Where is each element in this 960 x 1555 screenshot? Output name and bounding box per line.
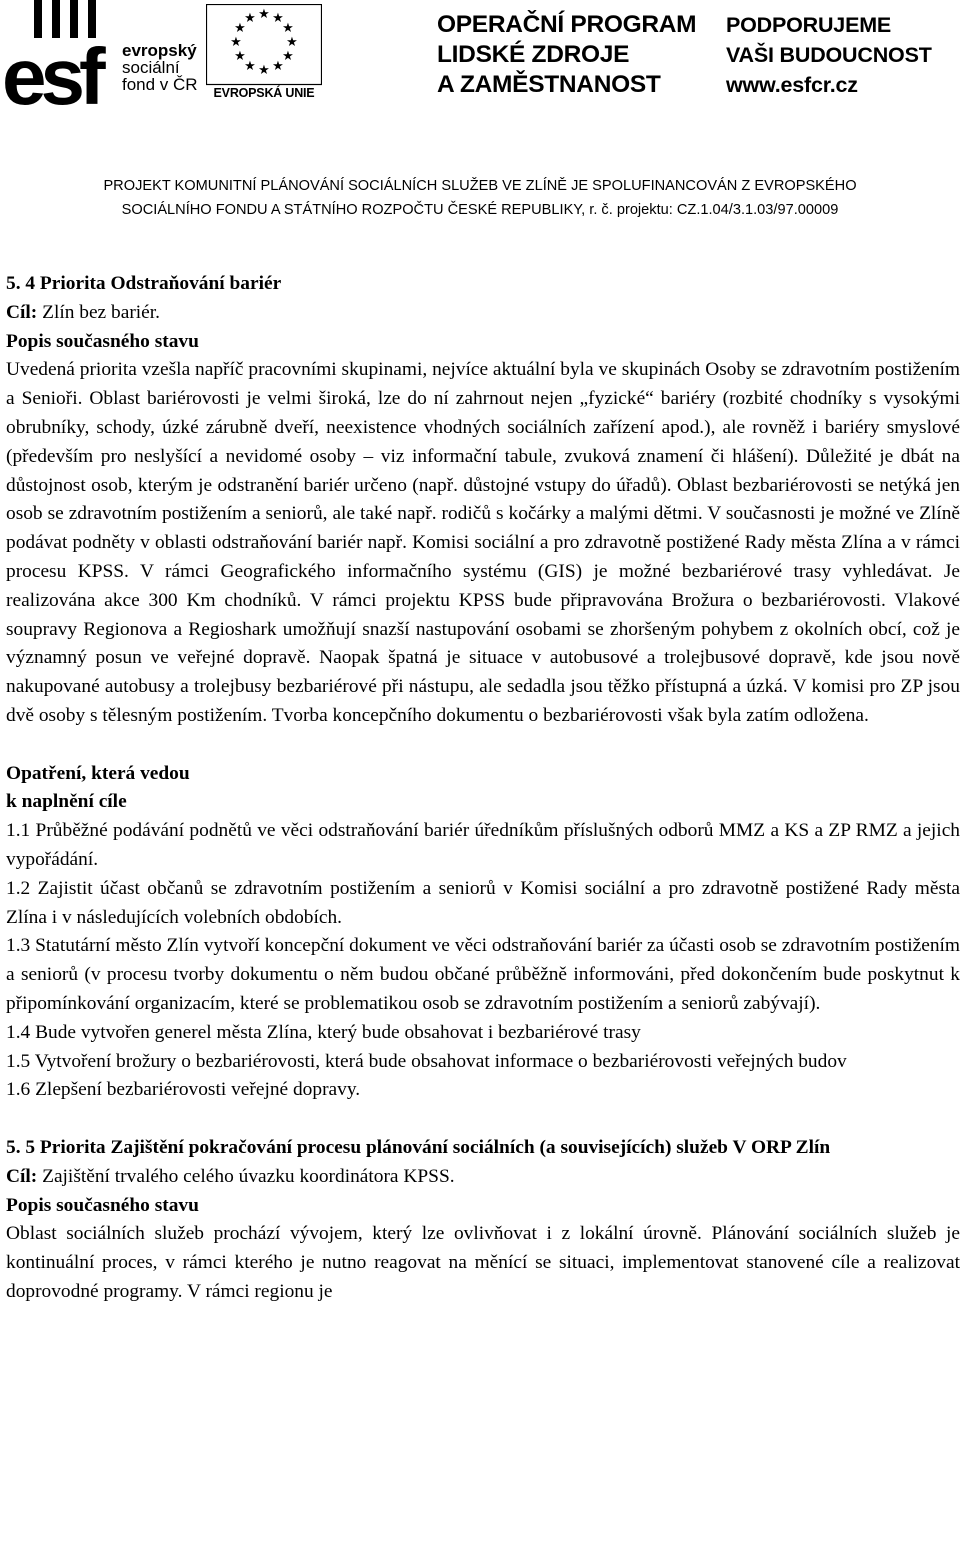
section-5-5-goal <box>6 1163 960 1192</box>
section-5-5-state-text: Oblast sociálních služeb prochází vývojem, který lze ovlivňovat i z lokální úrovně. Plánování sociálních služeb je kontinuální proces, v rámci kterého je nutno reagovat na měnící se situaci, implementovat stanovené cíle a realizovat doprovodné programy. V rámci regionu je <box>6 1223 960 1302</box>
section-5-4-state-text: Uvedená priorita vzešla napříč pracovními skupinami, nejvíce aktuální byla ve skupinách Osoby se zdravotním postižením a Senioři. Oblast bariérovosti je velmi široká, lze do ní zahrnout nejen „fyzické“ bariéry (rozbité chodníky s vysokými obrubníky, schody, úzké zárubně dveří, neexistence vhodných sociálních zařízení apod.), ale rovněž i bariéry smyslové (především pro neslyšící a nevidomé osoby – viz informační tabule, zvuková znamení či hlášení). Důležité je dbát na důstojnost osob, kterým je odstranění bariér určeno (např. důstojné vstupy do úřadů). Oblast bezbariérovosti se netýká jen osob se zdravotním postižením a seniorů, ale také např. rodičů s kočárky a malými dětmi. V současnosti je možné ve Zlíně podávat podněty v oblasti odstraňování bariér např. Komisi sociální a pro zdravotně postižené Rady města Zlína a v rámci procesu KPSS. V rámci Geografického informačního systému (GIS) je možné bezbariérové trasy vyhledávat. Je realizována akce 300 Km chodníků. V rámci projektu KPSS bude připravována Brožura o bezbariérovosti. Vlakové soupravy Regionova a Regioshark umožňují snazší nastupování osobami se zhoršeným pohybem z okolních obcí, což je významný posun ve veřejné dopravě. Naopak špatná je situace v autobusové a trolejbusové dopravě, kde jsou nově nakupované autobusy a trolejbusy bezbariérové při nástupu, ale sedadla jsou těžko přístupná a úzká. V komisi pro ZP jsou dvě osoby s tělesným postižením. Tvorba koncepčního dokumentu o bezbariérovosti však byla zatím odložena. <box>6 359 960 726</box>
measure-item: 1.6 Zlepšení bezbariérovosti veřejné dopravy. <box>6 1079 361 1101</box>
support-url[interactable]: www.esfcr.cz <box>726 73 858 97</box>
svg-text:★: ★ <box>258 7 270 22</box>
goal-label: Cíl: <box>6 301 38 323</box>
spacer <box>6 1105 960 1134</box>
svg-text:★: ★ <box>244 59 256 74</box>
banner-line1: PROJEKT KOMUNITNÍ PLÁNOVÁNÍ SOCIÁLNÍCH SLUŽEB VE ZLÍNĚ JE SPOLUFINANCOVÁN Z EVROPSKÉHO <box>103 178 857 194</box>
svg-text:★: ★ <box>258 63 270 78</box>
esf-logo <box>0 0 120 108</box>
op-title-line3: A ZAMĚSTNANOST <box>437 71 661 98</box>
project-banner <box>0 174 960 222</box>
esf-caption <box>122 42 198 93</box>
svg-text:★: ★ <box>272 11 284 26</box>
support-slogan <box>726 10 932 100</box>
goal-text: Zlín bez bariér. <box>37 301 161 323</box>
support-line2: VAŠI BUDOUCNOST <box>726 43 932 67</box>
measures-heading-line1: Opatření, která vedou <box>6 762 190 784</box>
svg-text:★: ★ <box>234 21 246 36</box>
measures-heading-line2: k naplnění cíle <box>6 791 127 813</box>
section-5-4-goal <box>6 299 960 328</box>
measure-item: 1.5 Vytvoření brožury o bezbariérovosti, která bude obsahovat informace o bezbariérovosti veřejných budov <box>6 1050 847 1072</box>
svg-text:★: ★ <box>282 49 294 64</box>
svg-text:★: ★ <box>272 59 284 74</box>
svg-text:★: ★ <box>286 35 298 50</box>
svg-text:★: ★ <box>230 35 242 50</box>
section-5-4-state-heading: Popis současného stavu <box>6 330 199 352</box>
measure-item: 1.1 Průběžné podávání podnětů ve věci odstraňování bariér úředníkům příslušných odborů MMZ a KS a ZP RMZ a jejich vypořádání. <box>6 820 960 870</box>
svg-text:★: ★ <box>282 21 294 36</box>
svg-text:★: ★ <box>244 11 256 26</box>
svg-text:★: ★ <box>234 49 246 64</box>
support-line1: PODPORUJEME <box>726 13 892 37</box>
esf-caption-line2: sociální <box>122 58 180 77</box>
op-title-line1: OPERAČNÍ PROGRAM <box>437 11 697 38</box>
eu-caption: EVROPSKÁ UNIE <box>213 86 315 100</box>
section-5-5-heading: 5. 5 Priorita Zajištění pokračování procesu plánování sociálních (a souvisejících) služeb V ORP Zlín <box>6 1136 831 1158</box>
section-5-4-heading: 5. 4 Priorita Odstraňování bariér <box>6 273 282 294</box>
op-program-title <box>437 10 696 100</box>
header-logos <box>0 0 960 110</box>
section-5-5-state-heading: Popis současného stavu <box>6 1194 199 1216</box>
banner-line2: SOCIÁLNÍHO FONDU A STÁTNÍHO ROZPOČTU ČESKÉ REPUBLIKY, r. č. projektu: CZ.1.04/3.1.03/97.00009 <box>121 202 839 218</box>
document-body <box>6 270 960 1307</box>
esf-caption-line1: evropský <box>122 41 197 60</box>
spacer <box>6 731 960 760</box>
measure-item: 1.3 Statutární město Zlín vytvoří koncepční dokument ve věci odstraňování bariér za účasti osob se zdravotním postižením a seniorů (v procesu tvorby dokumentu o něm budou občané průběžně informováni, před dokončením bude poskytnut k připomínkování organizacím, které se problematikou osob se zdravotním postižením a seniorů zabývají). <box>6 935 960 1014</box>
measure-item: 1.2 Zajistit účast občanů se zdravotním postižením a seniorů v Komisi sociální a pro zdravotně postižené Rady města Zlína i v následujících volebních obdobích. <box>6 877 960 928</box>
op-title-line2: LIDSKÉ ZDROJE <box>437 41 630 68</box>
measure-item: 1.4 Bude vytvořen generel města Zlína, který bude obsahovat i bezbariérové trasy <box>6 1021 641 1043</box>
esf-caption-line3: fond v ČR <box>122 75 198 94</box>
esf-wordmark: esf <box>2 32 100 108</box>
goal-label: Cíl: <box>6 1165 38 1187</box>
goal-text: Zajištění trvalého celého úvazku koordinátora KPSS. <box>37 1165 455 1187</box>
